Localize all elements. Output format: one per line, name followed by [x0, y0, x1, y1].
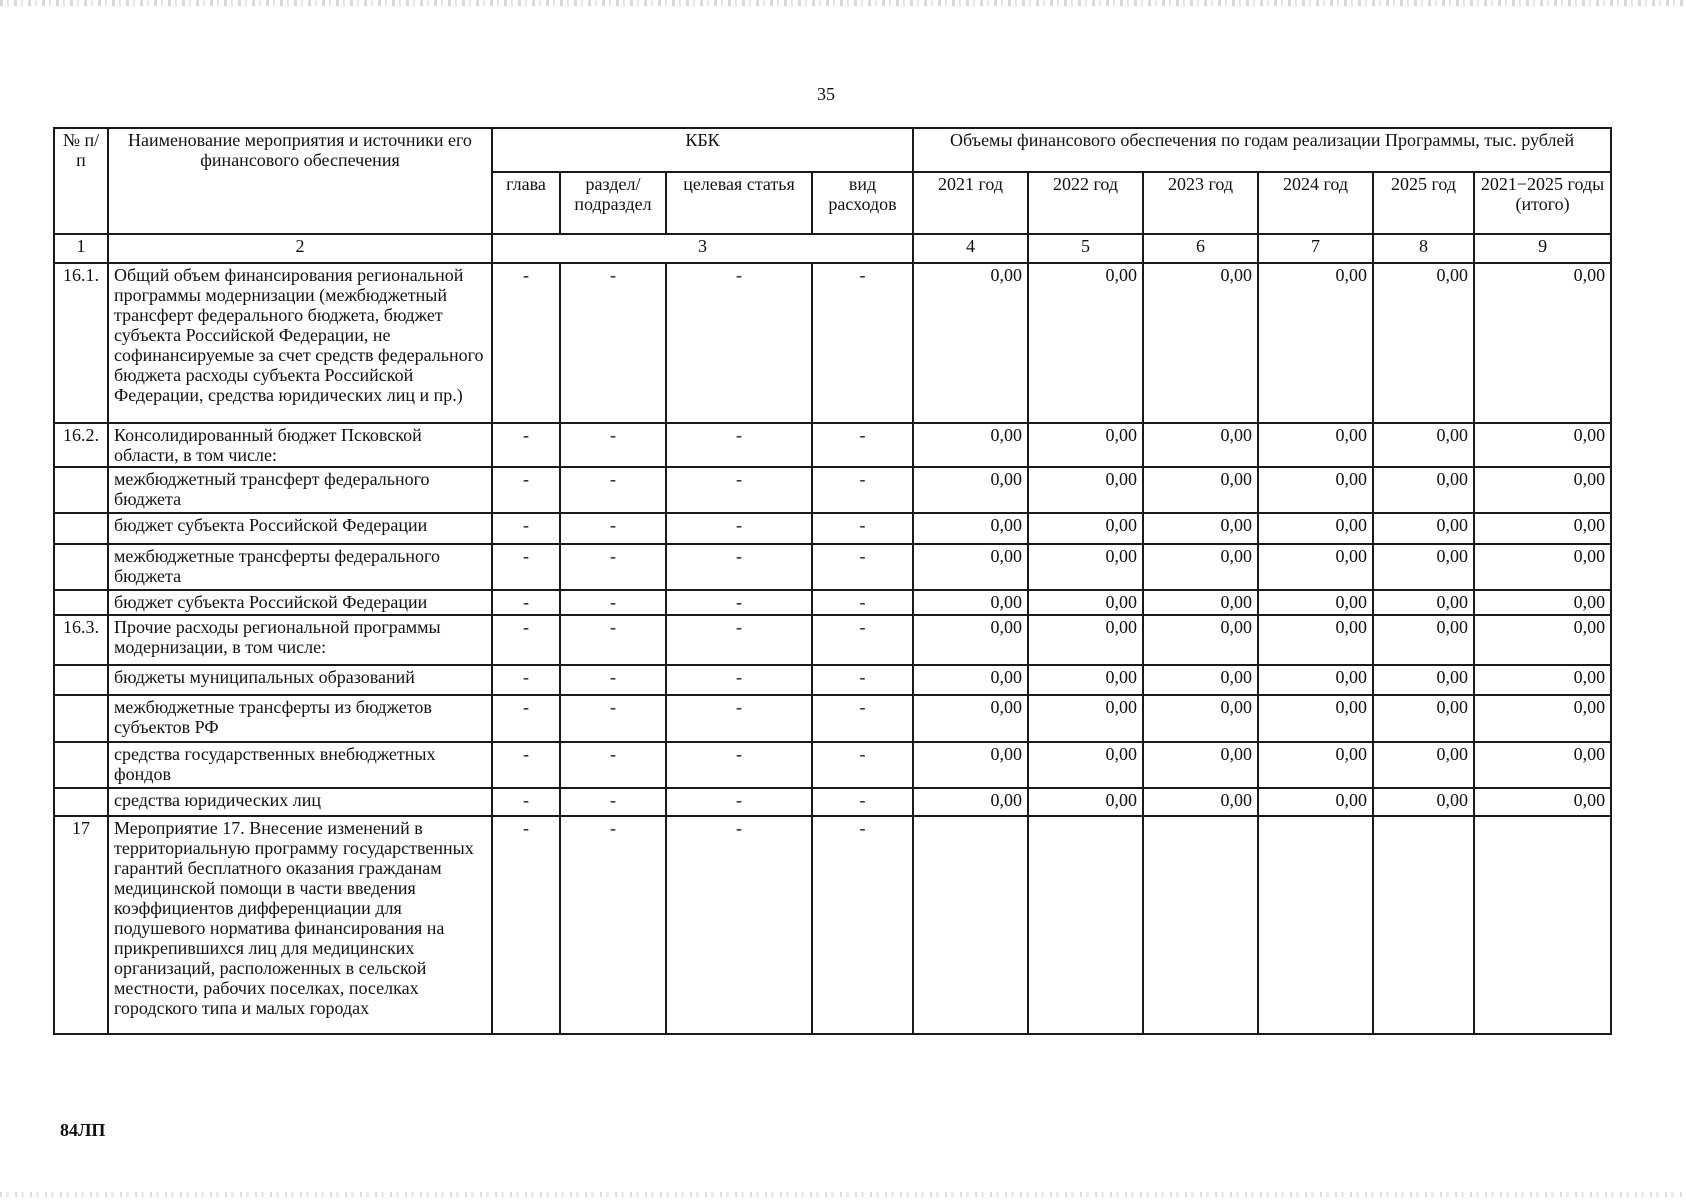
header-year-total: 2021−2025 годы (итого): [1474, 172, 1611, 234]
kbk-cell: -: [560, 467, 666, 513]
column-number: 1: [54, 234, 108, 263]
amount-cell: 0,00: [1028, 695, 1143, 742]
amount-cell: [1028, 816, 1143, 1034]
amount-cell: 0,00: [913, 615, 1028, 665]
table-row: [54, 742, 1611, 788]
table-row: [54, 590, 1611, 615]
row-number: [54, 513, 108, 544]
kbk-cell: -: [812, 544, 913, 590]
amount-cell: 0,00: [1474, 788, 1611, 816]
amount-cell: 0,00: [1143, 742, 1258, 788]
kbk-cell: -: [812, 816, 913, 1034]
table-row: [54, 615, 1611, 665]
row-number: [54, 590, 108, 615]
row-number: 17: [54, 816, 108, 1034]
amount-cell: 0,00: [1474, 544, 1611, 590]
amount-cell: 0,00: [1258, 467, 1373, 513]
amount-cell: 0,00: [1258, 788, 1373, 816]
kbk-cell: -: [666, 467, 812, 513]
kbk-cell: -: [812, 423, 913, 467]
column-number: 6: [1143, 234, 1258, 263]
kbk-cell: -: [560, 816, 666, 1034]
kbk-cell: -: [666, 788, 812, 816]
row-number: [54, 742, 108, 788]
amount-cell: 0,00: [1258, 263, 1373, 423]
table-row: [54, 788, 1611, 816]
kbk-cell: -: [492, 665, 560, 695]
column-number: 9: [1474, 234, 1611, 263]
row-number: [54, 695, 108, 742]
amount-cell: 0,00: [913, 544, 1028, 590]
kbk-cell: -: [666, 263, 812, 423]
kbk-cell: -: [560, 695, 666, 742]
amount-cell: 0,00: [1028, 263, 1143, 423]
row-number: [54, 544, 108, 590]
amount-cell: 0,00: [1258, 590, 1373, 615]
header-finance-volumes: Объемы финансового обеспечения по годам реализации Программы, тыс. рублей: [913, 128, 1611, 172]
row-name: межбюджетные трансферты из бюджетов субъектов РФ: [108, 695, 492, 742]
scan-edge-top: [0, 0, 1686, 6]
amount-cell: [913, 816, 1028, 1034]
amount-cell: 0,00: [913, 665, 1028, 695]
amount-cell: [1474, 816, 1611, 1034]
kbk-cell: -: [666, 816, 812, 1034]
amount-cell: 0,00: [1373, 615, 1474, 665]
row-name: Мероприятие 17. Внесение изменений в территориальную программу государственных гарантий бесплатного оказания гражданам медицинской помощи в части введения коэффициентов дифференциации для подушевого норматива финансирования на прикрепившихся лиц для медицинских организаций, расположенных в сельской местности, рабочих поселках, поселках городского типа и малых городах: [108, 816, 492, 1034]
table-row: [54, 816, 1611, 1034]
kbk-cell: -: [560, 423, 666, 467]
kbk-cell: -: [812, 467, 913, 513]
kbk-cell: -: [666, 544, 812, 590]
amount-cell: 0,00: [1373, 695, 1474, 742]
amount-cell: 0,00: [913, 513, 1028, 544]
kbk-cell: -: [492, 513, 560, 544]
amount-cell: 0,00: [1258, 423, 1373, 467]
header-kbk-razdel: раздел/ подраздел: [560, 172, 666, 234]
kbk-cell: -: [492, 467, 560, 513]
amount-cell: 0,00: [913, 423, 1028, 467]
table-row: [54, 695, 1611, 742]
amount-cell: 0,00: [1143, 544, 1258, 590]
kbk-cell: -: [492, 590, 560, 615]
kbk-cell: -: [560, 615, 666, 665]
kbk-cell: -: [812, 590, 913, 615]
amount-cell: 0,00: [1258, 742, 1373, 788]
amount-cell: 0,00: [1373, 590, 1474, 615]
header-kbk-vid: вид расходов: [812, 172, 913, 234]
scan-edge-bottom: [0, 1192, 1686, 1197]
column-number: 2: [108, 234, 492, 263]
row-number: 16.1.: [54, 263, 108, 423]
amount-cell: 0,00: [1373, 513, 1474, 544]
amount-cell: 0,00: [1143, 788, 1258, 816]
amount-cell: 0,00: [1474, 665, 1611, 695]
kbk-cell: -: [812, 742, 913, 788]
kbk-cell: -: [812, 788, 913, 816]
amount-cell: 0,00: [1028, 590, 1143, 615]
column-number: 7: [1258, 234, 1373, 263]
table-row: [54, 513, 1611, 544]
row-number: 16.3.: [54, 615, 108, 665]
amount-cell: 0,00: [1258, 513, 1373, 544]
amount-cell: 0,00: [1258, 695, 1373, 742]
amount-cell: 0,00: [913, 788, 1028, 816]
table-row: [54, 665, 1611, 695]
amount-cell: 0,00: [1474, 695, 1611, 742]
amount-cell: 0,00: [1474, 615, 1611, 665]
column-number: 8: [1373, 234, 1474, 263]
table-row: [54, 467, 1611, 513]
page-number: 35: [817, 84, 835, 104]
amount-cell: 0,00: [1474, 590, 1611, 615]
kbk-cell: -: [560, 544, 666, 590]
amount-cell: 0,00: [1373, 544, 1474, 590]
amount-cell: 0,00: [1474, 423, 1611, 467]
amount-cell: [1373, 816, 1474, 1034]
amount-cell: 0,00: [1143, 590, 1258, 615]
kbk-cell: -: [560, 665, 666, 695]
amount-cell: 0,00: [913, 590, 1028, 615]
header-name: Наименование мероприятия и источники его финансового обеспечения: [108, 128, 492, 234]
kbk-cell: -: [812, 695, 913, 742]
header-kbk: КБК: [492, 128, 913, 172]
amount-cell: 0,00: [913, 467, 1028, 513]
amount-cell: 0,00: [1373, 423, 1474, 467]
amount-cell: 0,00: [1143, 467, 1258, 513]
kbk-cell: -: [560, 513, 666, 544]
row-name: средства государственных внебюджетных фондов: [108, 742, 492, 788]
amount-cell: 0,00: [1373, 665, 1474, 695]
amount-cell: 0,00: [1258, 615, 1373, 665]
amount-cell: 0,00: [1143, 513, 1258, 544]
kbk-cell: -: [560, 742, 666, 788]
kbk-cell: -: [492, 544, 560, 590]
amount-cell: 0,00: [913, 695, 1028, 742]
amount-cell: 0,00: [1143, 695, 1258, 742]
amount-cell: 0,00: [1028, 423, 1143, 467]
row-name: межбюджетный трансферт федерального бюджета: [108, 467, 492, 513]
amount-cell: 0,00: [1028, 788, 1143, 816]
kbk-cell: -: [560, 788, 666, 816]
kbk-cell: -: [492, 695, 560, 742]
amount-cell: 0,00: [1258, 544, 1373, 590]
kbk-cell: -: [560, 263, 666, 423]
amount-cell: 0,00: [1474, 263, 1611, 423]
kbk-cell: -: [492, 423, 560, 467]
amount-cell: 0,00: [1028, 615, 1143, 665]
kbk-cell: -: [666, 695, 812, 742]
amount-cell: 0,00: [1028, 544, 1143, 590]
kbk-cell: -: [666, 423, 812, 467]
amount-cell: 0,00: [1258, 665, 1373, 695]
column-number: 5: [1028, 234, 1143, 263]
amount-cell: 0,00: [1474, 513, 1611, 544]
financing-table: [53, 127, 1612, 1035]
kbk-cell: -: [492, 816, 560, 1034]
kbk-cell: -: [492, 788, 560, 816]
row-number: [54, 788, 108, 816]
row-name: бюджеты муниципальных образований: [108, 665, 492, 695]
amount-cell: 0,00: [1143, 263, 1258, 423]
header-kbk-celevaya: целевая статья: [666, 172, 812, 234]
amount-cell: 0,00: [1028, 513, 1143, 544]
kbk-cell: -: [492, 615, 560, 665]
amount-cell: 0,00: [1373, 788, 1474, 816]
kbk-cell: -: [812, 665, 913, 695]
amount-cell: [1143, 816, 1258, 1034]
column-numbers-row: [54, 234, 1611, 263]
amount-cell: 0,00: [1474, 467, 1611, 513]
row-name: Прочие расходы региональной программы модернизации, в том числе:: [108, 615, 492, 665]
amount-cell: 0,00: [913, 742, 1028, 788]
table-row: [54, 423, 1611, 467]
kbk-cell: -: [666, 590, 812, 615]
row-name: межбюджетные трансферты федерального бюджета: [108, 544, 492, 590]
kbk-cell: -: [812, 263, 913, 423]
table-body: [54, 263, 1611, 1034]
header-number: № п/п: [54, 128, 108, 234]
amount-cell: 0,00: [1028, 467, 1143, 513]
row-name: бюджет субъекта Российской Федерации: [108, 513, 492, 544]
kbk-cell: -: [666, 742, 812, 788]
row-name: средства юридических лиц: [108, 788, 492, 816]
row-name: Консолидированный бюджет Псковской области, в том числе:: [108, 423, 492, 467]
amount-cell: 0,00: [1028, 742, 1143, 788]
header-kbk-glava: глава: [492, 172, 560, 234]
kbk-cell: -: [492, 263, 560, 423]
table-row: [54, 544, 1611, 590]
row-number: [54, 665, 108, 695]
row-number: 16.2.: [54, 423, 108, 467]
row-number: [54, 467, 108, 513]
amount-cell: 0,00: [1143, 615, 1258, 665]
column-number: 3: [492, 234, 913, 263]
header-year-2022: 2022 год: [1028, 172, 1143, 234]
amount-cell: [1258, 816, 1373, 1034]
kbk-cell: -: [812, 615, 913, 665]
kbk-cell: -: [666, 665, 812, 695]
amount-cell: 0,00: [1028, 665, 1143, 695]
table-row: [54, 263, 1611, 423]
kbk-cell: -: [560, 590, 666, 615]
amount-cell: 0,00: [1373, 742, 1474, 788]
header-year-2025: 2025 год: [1373, 172, 1474, 234]
amount-cell: 0,00: [1143, 423, 1258, 467]
kbk-cell: -: [666, 513, 812, 544]
kbk-cell: -: [492, 742, 560, 788]
header-year-2023: 2023 год: [1143, 172, 1258, 234]
row-name: Общий объем финансирования региональной программы модернизации (межбюджетный трансферт федерального бюджета, бюджет субъекта Российской Федерации, не софинансируемые за счет средств федерального бюджета расходы субъекта Российской Федерации, средства юридических лиц и пр.): [108, 263, 492, 423]
column-number: 4: [913, 234, 1028, 263]
amount-cell: 0,00: [1373, 263, 1474, 423]
header-year-2024: 2024 год: [1258, 172, 1373, 234]
amount-cell: 0,00: [1373, 467, 1474, 513]
kbk-cell: -: [812, 513, 913, 544]
amount-cell: 0,00: [1143, 665, 1258, 695]
header-year-2021: 2021 год: [913, 172, 1028, 234]
amount-cell: 0,00: [1474, 742, 1611, 788]
row-name: бюджет субъекта Российской Федерации: [108, 590, 492, 615]
kbk-cell: -: [666, 615, 812, 665]
document-code: 84ЛП: [60, 1120, 106, 1140]
table-header: [54, 128, 1611, 263]
amount-cell: 0,00: [913, 263, 1028, 423]
